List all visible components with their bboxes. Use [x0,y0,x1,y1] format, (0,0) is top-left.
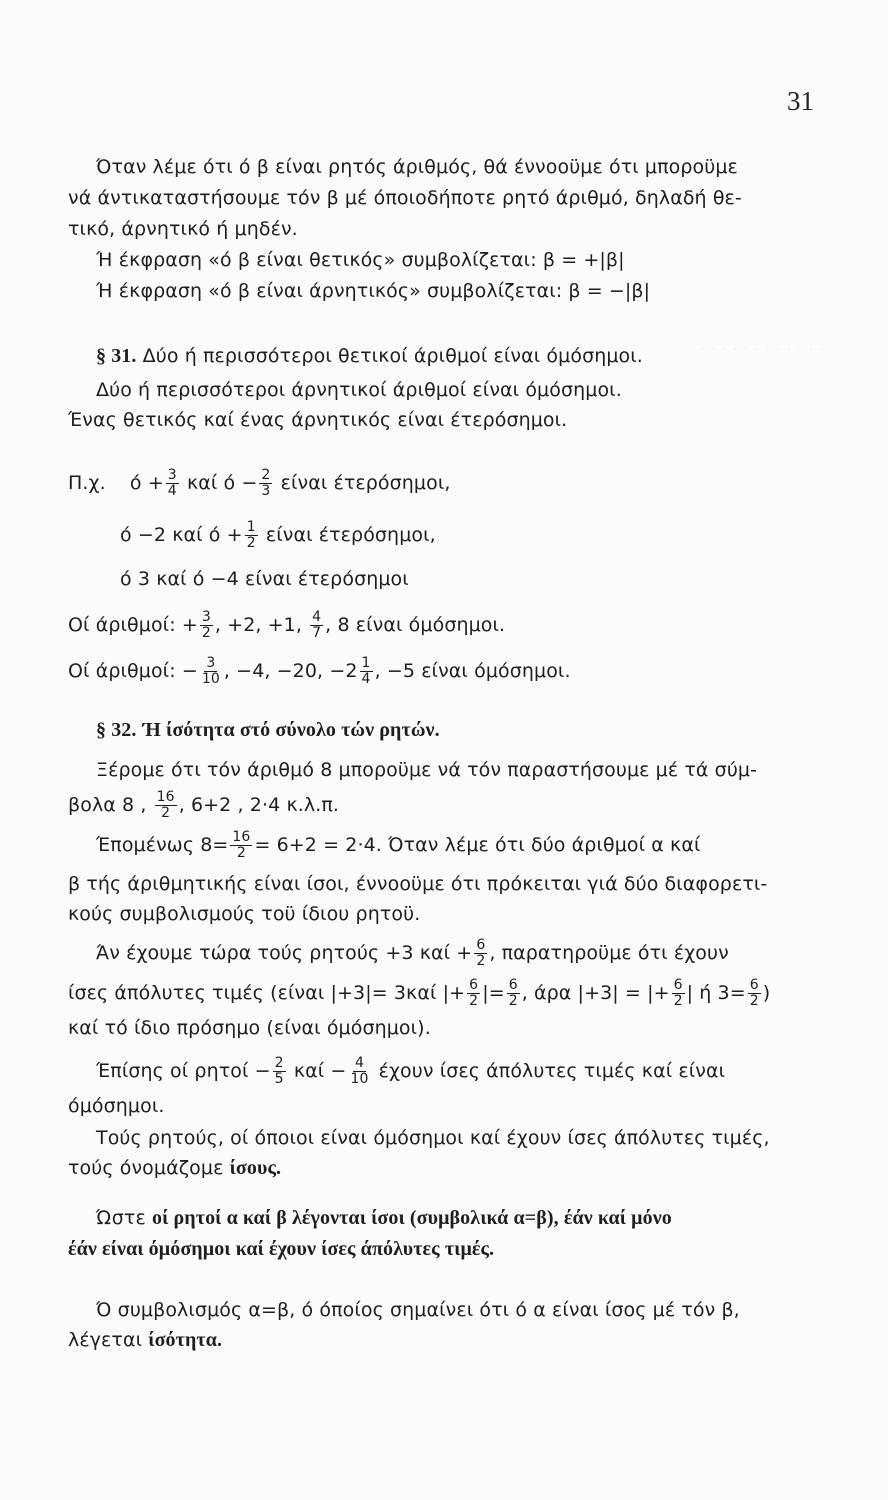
bold-definition: οί ρητοί α καί β λέγονται ίσοι (συμβολικά α=β), έάν καί μόνο [151,1207,672,1229]
bold-term: ίσότητα. [148,1329,223,1351]
text-line [68,1237,494,1261]
fraction: $\frac{6}{2}$ [508,977,518,1009]
text-line: Ξέρομε ότι τόν άριθμό 8 μποροϋμε νά τόν παραστήσουμε μέ τά σύμ- [96,759,758,781]
text-line: λέγεται ίσότητα. [68,1329,223,1351]
text-line: Ώστε οί ρητοί α καί β λέγονται ίσοι (συμβολικά α=β), έάν καί μόνο [96,1207,672,1229]
fraction: $\frac{16}{2}$ [156,789,175,821]
text-line: Τούς ρητούς, οί όποιοι είναι όμόσημοι καί έχουν ίσες άπόλυτες τιμές, [96,1127,770,1149]
example-line-5: Οί άριθμοί: − $\frac{3}{10}$ , −4, −20, −2 $\frac{1}{4}$ , −5 είναι όμόσημοι. [68,655,571,687]
text-line: Ή έκφραση «ό β είναι άρνητικός» συμβολίζεται: β = −|β| [96,280,651,302]
fraction: $\frac{6}{2}$ [673,977,683,1009]
fraction: $\frac{3}{4}$ [167,467,177,499]
text-line: όμόσημοι. [68,1095,165,1117]
example-line-3: ό 3 καί ό −4 είναι έτερόσημοι [120,568,409,590]
page-number: 31 [787,86,814,116]
example-label: Π.χ. [68,472,106,494]
text-line: καί τό ίδιο πρόσημο (είναι όμόσημοι). [68,1017,431,1039]
text-line: Έπομένως 8= $\frac{16}{2}$ = 6+2 = 2·4. Όταν λέμε ότι δύο άριθμοί α καί [96,829,701,861]
text-line: Άν έχουμε τώρα τούς ρητούς +3 καί + $\frac{6}{2}$ , παρατηροϋμε ότι έχουν [96,937,729,969]
section-31-line [96,344,643,368]
bold-definition: έάν είναι όμόσημοι καί έχουν ίσες άπόλυτες τιμές. [68,1238,495,1260]
fraction: $\frac{3}{2}$ [201,609,211,641]
fraction: $\frac{6}{2}$ [469,977,479,1009]
fraction: $\frac{4}{7}$ [312,609,322,641]
fraction: $\frac{6}{2}$ [749,977,759,1009]
example-line-4: Οί άριθμοί: + $\frac{3}{2}$ , +2, +1, $\frac{4}{7}$ , 8 είναι όμόσημοι. [68,609,506,641]
text-line: τικό, άρνητικό ή μηδέν. [68,218,298,240]
text-line: βολα 8 , $\frac{16}{2}$ , 6+2 , 2·4 κ.λ.π. [68,789,340,821]
text-line: ίσες άπόλυτες τιμές (είναι |+3|= 3καί |+ $\frac{6}{2}$ |= $\frac{6}{2}$ , άρα |+3| = |+ $\frac{6}{2}$ | ή 3= $\frac{6}{2}$ ) [68,977,771,1009]
text-line: Ή έκφραση «ό β είναι θετικός» συμβολίζεται: β = +|β| [96,249,625,271]
bleed-through-text [700,340,824,360]
fraction: $\frac{4}{10}$ [350,1055,369,1087]
example-line-1: Π.χ. ό + $\frac{3}{4}$ καί ό − $\frac{2}{3}$ είναι έτερόσημοι, [68,467,451,499]
section-number: § 32. [96,719,137,741]
text-line: Ό συμβολισμός α=β, ό όποίος σημαίνει ότι ό α είναι ίσος μέ τόν β, [96,1299,740,1321]
section-32-heading [96,718,440,742]
fraction: $\frac{1}{2}$ [246,519,256,551]
fraction: $\frac{2}{3}$ [261,467,271,499]
fraction: $\frac{6}{2}$ [476,937,486,969]
text-line: β τής άριθμητικής είναι ίσοι, έννοοϋμε ότι πρόκειται γιά δύο διαφορετι- [68,873,768,895]
fraction: $\frac{1}{4}$ [361,655,371,687]
text-span: Δύο ή περισσότεροι θετικοί άριθμοί είναι όμόσημοι. [142,345,643,367]
example-line-2: ό −2 καί ό + $\frac{1}{2}$ είναι έτερόσημοι, [120,519,436,551]
text-line: Ένας θετικός καί ένας άρνητικός είναι έτερόσημοι. [68,409,568,431]
fraction: $\frac{2}{5}$ [274,1055,284,1087]
fraction: $\frac{3}{10}$ [201,655,220,687]
section-number: § 31. [96,345,137,367]
text-line: τούς όνομάζομε ίσους. [68,1157,282,1179]
fraction: $\frac{16}{2}$ [232,829,251,861]
text-line: νά άντικαταστήσουμε τόν β μέ όποιοδήποτε ρητό άριθμό, δηλαδή θε- [68,187,742,209]
text-line: Όταν λέμε ότι ό β είναι ρητός άριθμός, θά έννοοϋμε ότι μποροϋμε [96,156,738,178]
bold-term: ίσους. [229,1157,282,1179]
section-title: Ή ίσότητα στό σύνολο τών ρητών. [142,719,440,741]
text-line: Δύο ή περισσότεροι άρνητικοί άριθμοί είναι όμόσημοι. [96,379,622,401]
text-line: κούς συμβολισμούς τοϋ ίδιου ρητοϋ. [68,903,421,925]
text-line: Έπίσης οί ρητοί − $\frac{2}{5}$ καί − $\frac{4}{10}$ έχουν ίσες άπόλυτες τιμές καί είναι [96,1055,726,1087]
